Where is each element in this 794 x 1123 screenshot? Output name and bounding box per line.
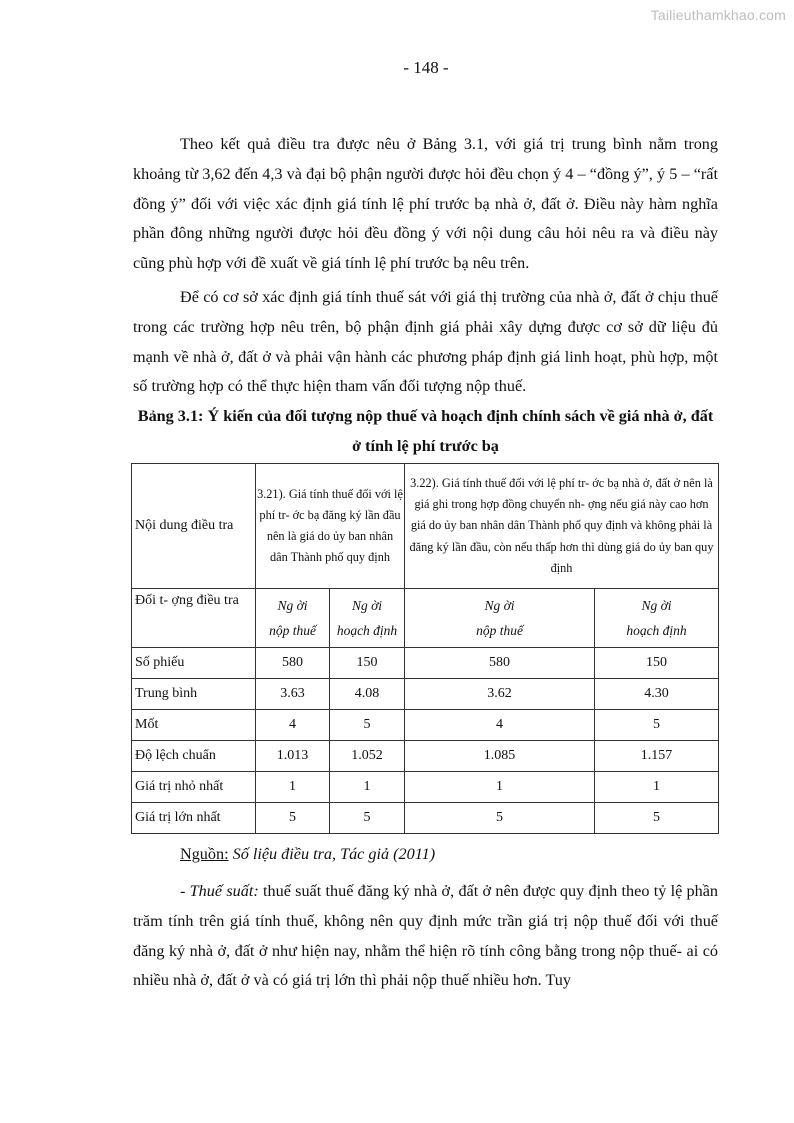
respondent-cell [405,589,595,648]
question-3-22-cell: 3.22). Giá tính thuế đối với lệ phí tr- ớc bạ nhà ở, đất ở nên là giá ghi trong hợp đồng chuyển nh- ợng nếu giá này cao hơn giá do ủy ban nhân dân Thành phố quy định và không phải là đăng ký lần đầu, còn nếu thấp hơn thì dùng giá do ủy ban quy định [405,464,719,589]
table-row [132,741,719,772]
respondent-line: Ng ời [351,598,383,613]
table-cell: 1 [595,772,719,803]
row-label: Mốt [132,710,256,741]
source-text: Số liệu điều tra, Tác giả (2011) [228,845,436,863]
watermark: Tailieuthamkhao.com [650,7,786,23]
row-label: Trung bình [132,679,256,710]
row-label: Độ lệch chuẩn [132,741,256,772]
respondent-label-cell: Đối t- ợng điều tra [132,589,256,648]
table-row [132,803,719,834]
paragraph-1 [133,130,718,279]
table-cell: 3.62 [405,679,595,710]
source-label: Nguồn: [180,845,229,863]
respondent-row [132,589,719,648]
table-cell: 1 [330,772,405,803]
respondent-cell [256,589,330,648]
table-cell: 580 [405,648,595,679]
table-cell: 5 [595,803,719,834]
respondent-line: Ng ời [641,598,672,613]
table-row [132,772,719,803]
table-cell: 4.08 [330,679,405,710]
tax-rate-text: thuế suất thuế đăng ký nhà ở, đất ở nên được quy định theo tỷ lệ phần trăm tính trên giá tính thuế, không nên quy định mức trần giá trị nộp thuế đối với thuế đăng ký nhà ở, đất ở như hiện nay, nhằm thể hiện rõ tính công bằng trong nộp thuế- ai có nhiều nhà ở, đất ở và có giá trị lớn thì phải nộp thuế nhiều hơn. Tuy [133,882,719,990]
table-caption: Bảng 3.1: Ý kiến của đối tượng nộp thuế và hoạch định chính sách về giá nhà ở, đất ở tính lệ phí trước bạ [137,407,714,455]
table-cell: 1.085 [405,741,595,772]
table-row [132,679,719,710]
table-row [132,648,719,679]
respondent-line: hoạch định [626,623,687,638]
respondent-line: Ng ời [277,598,308,613]
row-label: Số phiếu [132,648,256,679]
table-cell: 5 [330,803,405,834]
page-number: - 148 - [403,58,449,77]
table-header-row [132,464,719,589]
content-label-cell: Nội dung điều tra [132,464,256,589]
table-cell: 5 [595,710,719,741]
table-cell: 4 [256,710,330,741]
respondent-line: nộp thuế [269,623,316,638]
question-3-21-cell: 3.21). Giá tính thuế đối với lệ phí tr- ớc bạ đăng ký lần đầu nên là giá do ủy ban nhân dân Thành phố quy định [256,464,405,589]
respondent-line: Ng ời [484,598,515,613]
row-label: Giá trị nhỏ nhất [132,772,256,803]
table-cell: 150 [595,648,719,679]
respondent-line: nộp thuế [476,623,523,638]
paragraph-2-text: Để có cơ sở xác định giá tính thuế sát với giá thị trường của nhà ở, đất ở chịu thuế trong các trường hợp nêu trên, bộ phận định giá phải xây dựng được cơ sở dữ liệu đủ mạnh về nhà ở, đất ở và phải vận hành các phương pháp định giá linh hoạt, phù hợp, một số trường hợp có thể thực hiện tham vấn đối tượng nộp thuế. [133,288,718,396]
paragraph-3-text [133,877,718,996]
respondent-cell [330,589,405,648]
table-cell: 4.30 [595,679,719,710]
paragraph-3 [133,877,718,996]
row-label: Giá trị lớn nhất [132,803,256,834]
table-cell: 150 [330,648,405,679]
respondent-line: hoạch định [336,623,398,638]
table-cell: 1 [256,772,330,803]
table-row [132,710,719,741]
table-cell: 1 [405,772,595,803]
table-cell: 580 [256,648,330,679]
table-source [180,842,435,866]
table-cell: 5 [405,803,595,834]
survey-table [131,463,719,834]
table-cell: 1.013 [256,741,330,772]
table-cell: 3.63 [256,679,330,710]
table-cell: 1.157 [595,741,719,772]
table-cell: 4 [405,710,595,741]
respondent-cell [595,589,719,648]
paragraph-2 [133,283,718,402]
paragraph-1-text: Theo kết quả điều tra được nêu ở Bảng 3.1, với giá trị trung bình nằm trong khoảng từ 3,62 đến 4,3 và đại bộ phận người được hỏi đều chọn ý 4 – “đồng ý”, ý 5 – “rất đồng ý” đối với việc xác định giá tính lệ phí trước bạ nhà ở, đất ở. Điều này hàm nghĩa phần đông những người được hỏi đều đồng ý với nội dung câu hỏi nêu ra và điều này cũng phù hợp với đề xuất về giá tính lệ phí trước bạ nêu trên. [133,135,718,273]
table-cell: 5 [256,803,330,834]
table-cell: 5 [330,710,405,741]
tax-rate-label: - Thuế suất: [180,882,259,900]
table-cell: 1.052 [330,741,405,772]
